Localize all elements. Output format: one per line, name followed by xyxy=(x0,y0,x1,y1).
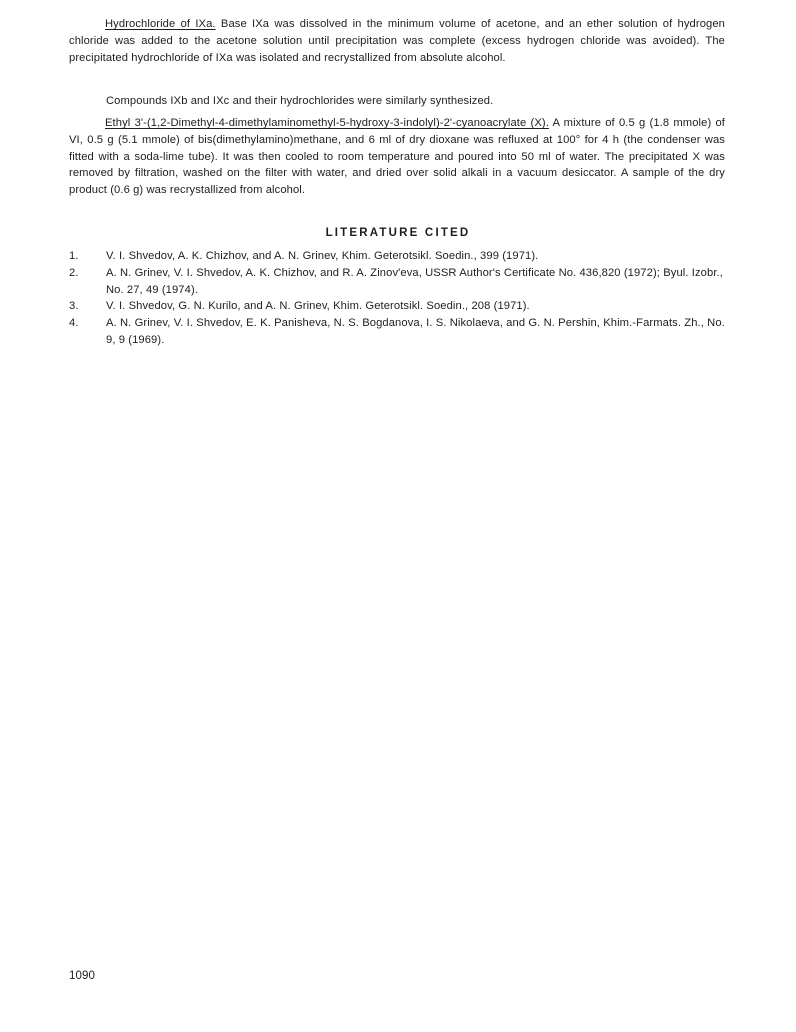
reference-text: A. N. Grinev, V. I. Shvedov, E. K. Panisheva, N. S. Bogdanova, I. S. Nikolaeva, and G. N. Pershin, Khim.-Farmats. Zh., No. 9, 9 (1969). xyxy=(106,317,725,346)
run-in-heading-hydrochloride: Hydrochloride of IXa. xyxy=(105,18,216,30)
reference-item-1 xyxy=(69,248,725,265)
run-in-heading-ethyl-cyanoacrylate: Ethyl 3'-(1,2-Dimethyl-4-dimethylaminomethyl-5-hydroxy-3-indolyl)-2'-cyanoacrylate (X). xyxy=(105,117,549,129)
reference-list xyxy=(69,248,725,349)
reference-number: 1. xyxy=(69,250,79,262)
paragraph-compounds-ixb-ixc: Compounds IXb and IXc and their hydrochlorides were similarly synthesized. xyxy=(106,95,494,107)
reference-item-2 xyxy=(69,265,725,299)
reference-item-3 xyxy=(69,298,725,315)
reference-text: V. I. Shvedov, A. K. Chizhov, and A. N. Grinev, Khim. Geterotsikl. Soedin., 399 (1971). xyxy=(106,250,539,262)
reference-number: 3. xyxy=(69,300,79,313)
literature-cited-heading: LITERATURE CITED xyxy=(325,227,471,239)
paragraph-ethyl-cyanoacrylate xyxy=(69,115,725,199)
reference-text: A. N. Grinev, V. I. Shvedov, A. K. Chizhov, and R. A. Zinov'eva, USSR Author's Certificate No. 436,820 (1972); Byul. Izobr., No. 27, 49 (1974). xyxy=(106,266,723,296)
reference-number: 2. xyxy=(69,266,79,279)
page-number: 1090 xyxy=(69,970,95,982)
paragraph-hydrochloride-ixa xyxy=(69,16,725,66)
reference-item-4 xyxy=(69,315,725,349)
paragraph-body: Base IXa was dissolved in the minimum volume of acetone, and an ether solution of hydrogen chloride was added to the acetone solution until precipitation was complete (excess hydrogen chloride was avoided). The precipitated hydrochloride of IXa was isolated and recrystallized from absolute alcohol. xyxy=(69,18,725,64)
reference-text: V. I. Shvedov, G. N. Kurilo, and A. N. Grinev, Khim. Geterotsikl. Soedin., 208 (1971). xyxy=(106,300,530,313)
reference-number: 4. xyxy=(69,317,79,330)
paragraph-body: A mixture of 0.5 g (1.8 mmole) of VI, 0.5 g (5.1 mmole) of bis(dimethylamino)methane, and 6 ml of dry dioxane was refluxed at 100° for 4 h (the condenser was fitted with a soda-lime tube). It was then cooled to room temperature and poured into 50 ml of water. The precipitated X was removed by filtration, washed on the filter with water, and dried over solid alkali in a vacuum desiccator. A sample of the dry product (0.6 g) was recrystallized from alcohol. xyxy=(69,117,725,197)
